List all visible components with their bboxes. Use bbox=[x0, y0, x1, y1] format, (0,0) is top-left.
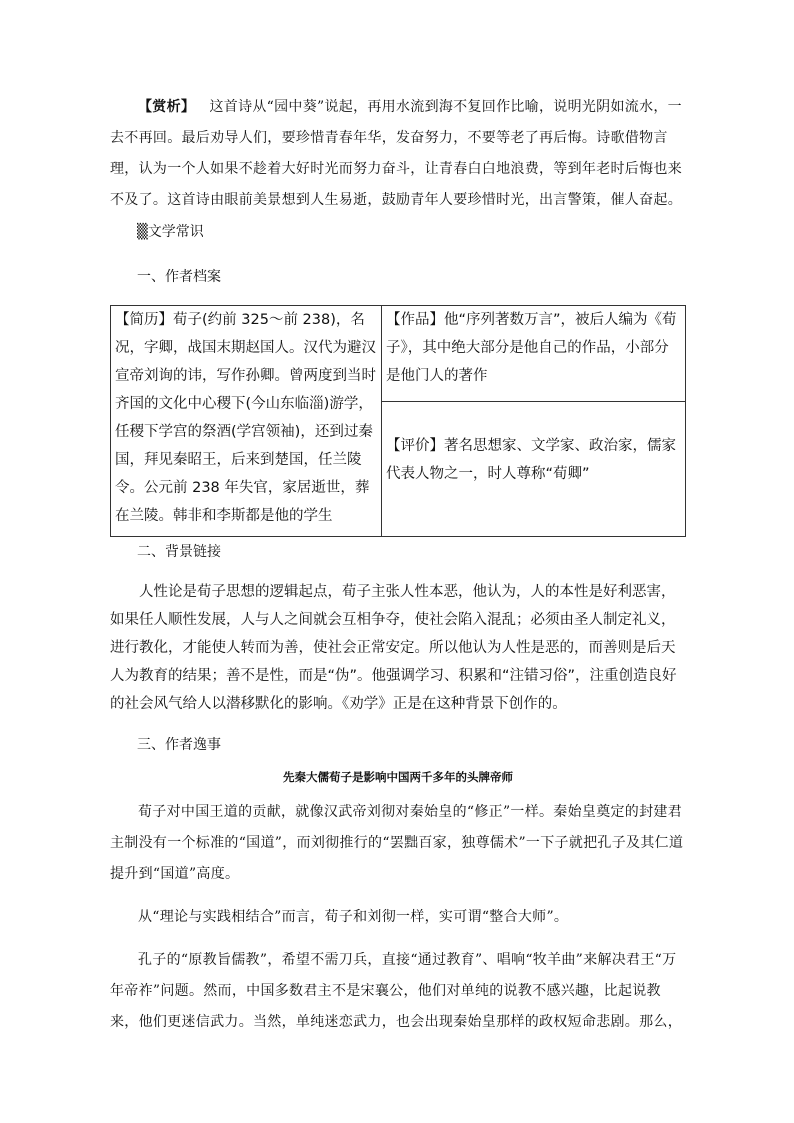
anecdote-subtitle: 先秦大儒荀子是影响中国两千多年的头牌帝师 bbox=[283, 770, 513, 784]
appreciation-paragraph bbox=[110, 92, 686, 216]
evaluation-text: 著名思想家、文学家、政治家，儒家代表人物之一，时人尊称“荀卿” bbox=[386, 438, 676, 482]
bio-cell bbox=[111, 306, 382, 537]
anecdote-paragraph-2: 从“理论与实践相结合”而言，荀子和刘彻一样，实可谓“整合大师”。 bbox=[138, 909, 569, 925]
works-label: 【作品】 bbox=[386, 312, 444, 328]
background-heading: 二、背景链接 bbox=[137, 544, 221, 560]
author-profile-table bbox=[110, 305, 686, 537]
author-profile-heading: 一、作者档案 bbox=[137, 269, 221, 285]
anecdote-heading: 三、作者逸事 bbox=[137, 737, 221, 753]
section-title: ▒文学常识 bbox=[137, 224, 204, 240]
background-paragraph: 人性论是荀子思想的逻辑起点，荀子主张人性本恶，他认为，人的本性是好利恶害，如果任人顺性发展，人与人之间就会互相争夺，使社会陷入混乱；必须由圣人制定礼义，进行教化，才能使人转而为善，使社会正常安定。所以他认为人性是恶的，而善则是后天人为教育的结果；善不是性，而是“伪”。他强调学习、积累和“注错习俗”，注重创造良好的社会风气给人以潜移默化的影响。《劝学》正是在这种背景下创作的。 bbox=[110, 584, 677, 712]
evaluation-label: 【评价】 bbox=[386, 438, 444, 454]
works-cell bbox=[382, 306, 686, 402]
works-text: 他“序列著数万言”，被后人编为《荀子》，其中绝大部分是他自己的作品，小部分是他门人的著作 bbox=[386, 312, 677, 384]
bio-label: 【简历】 bbox=[115, 312, 173, 328]
appreciation-text: 这首诗从“园中葵”说起，再用水流到海不复回作比喻，说明光阴如流水，一去不再回。最后劝导人们，要珍惜青春年华，发奋努力，不要等老了再后悔。诗歌借物言理，认为一个人如果不趁着大好时光而努力奋斗，让青春白白地浪费，等到年老时后悔也来不及了。这首诗由眼前美景想到人生易逝，鼓励青年人要珍惜时光，出言警策，催人奋起。 bbox=[110, 99, 682, 208]
appreciation-label: 【赏析】 bbox=[138, 99, 196, 115]
anecdote-paragraph-1: 荀子对中国王道的贡献，就像汉武帝刘彻对秦始皇的“修正”一样。秦始皇奠定的封建君主制没有一个标准的“国道”，而刘彻推行的“罢黜百家，独尊儒术”一下子就把孔子及其仁道提升到“国道”高度。 bbox=[110, 804, 684, 882]
anecdote-paragraph-3: 孔子的“原教旨儒教”，希望不需刀兵，直接“通过教育”、唱响“牧羊曲”来解决君王“万年帝祚”问题。然而，中国多数君主不是宋襄公，他们对单纯的说教不感兴趣，比起说教来，他们更迷信武力。当然，单纯迷恋武力，也会出现秦始皇那样的政权短命悲剧。那么， bbox=[110, 952, 682, 1030]
evaluation-cell bbox=[382, 402, 686, 537]
bio-text: 荀子(约前 325～前 238)，名况，字卿，战国末期赵国人。汉代为避汉宣帝刘询的讳，写作孙卿。曾两度到当时齐国的文化中心稷下(今山东临淄)游学，任稷下学宫的祭酒(学宫领袖)，还到过秦国，拜见秦昭王，后来到楚国，任兰陵令。公元前 238 年失官，家居逝世，葬在兰陵。韩非和李斯都是他的学生 bbox=[115, 312, 376, 524]
